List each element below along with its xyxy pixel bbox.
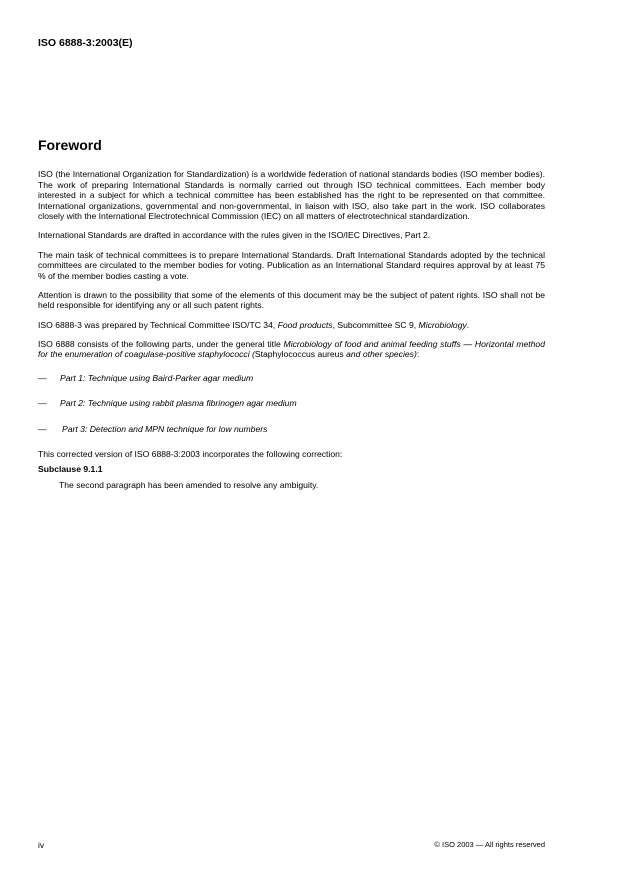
part-title: Part 2: Technique using rabbit plasma fibrinogen agar medium — [60, 398, 297, 409]
page-number: iv — [38, 840, 45, 850]
general-title-end: and other species) — [343, 349, 417, 360]
paragraph-patents: Attention is drawn to the possibility that some of the elements of this document may be the subject of patent rights. ISO shall not be held responsible for identifying any or all such patent rights. — [38, 289, 545, 311]
document-id: ISO 6888-3:2003(E) — [38, 37, 133, 49]
part-title: Part 1: Technique using Baird-Parker agar medium — [60, 373, 254, 384]
paragraph-committees: The main task of technical committees is to prepare International Standards. Draft International Standards adopted by the technical committees are circulated to the member bodies for voting. Publication as an International Standard requires approval by at least 75 % of the member bodies casting a vote. — [38, 249, 545, 281]
list-item — [38, 424, 545, 435]
list-item — [38, 373, 545, 384]
correction-note: The second paragraph has been amended to resolve any ambiguity. — [59, 480, 319, 491]
page-title: Foreword — [38, 137, 102, 153]
paragraph-iso-intro: ISO (the International Organization for Standardization) is a worldwide federation of national standards bodies (ISO member bodies). The work of preparing International Standards is normally carried out through ISO technical committees. Each member body interested in a subject for which a technical committee has been established has the right to be represented on that committee. International organizations, governmental and non-governmental, in liaison with ISO, also take part in the work. ISO collaborates closely with the International Electrotechnical Commission (IEC) on all matters of electrotechnical standardization. — [38, 169, 545, 222]
dash-bullet: — — [38, 398, 47, 409]
paragraph-prepared-by — [38, 320, 545, 331]
general-title: Microbiology of food and animal feeding stuffs — Horizontal method for the enumeration of coagulase-positive staphylococci ( — [38, 338, 545, 360]
paragraph-directives: International Standards are drafted in accordance with the rules given in the ISO/IEC Directives, Part 2. — [38, 230, 431, 241]
text-run: : — [416, 349, 420, 360]
dash-bullet: — — [38, 373, 47, 384]
text-run: . — [466, 319, 470, 330]
text-run: ISO 6888-3 was prepared by Technical Committee ISO/TC 34, — [38, 319, 278, 330]
dash-bullet: — — [38, 423, 47, 434]
copyright-notice: © ISO 2003 — All rights reserved — [434, 840, 545, 849]
foreword-body — [38, 169, 545, 491]
list-item — [38, 398, 545, 409]
text-run: ISO 6888 consists of the following parts, under the general title — [38, 338, 284, 349]
subclause-heading: Subclause 9.1.1 — [38, 463, 103, 474]
committee-name: Food products — [277, 319, 333, 330]
part-title: Part 3: Detection and MPN technique for low numbers — [62, 423, 268, 434]
paragraph-correction-intro: This corrected version of ISO 6888-3:2003 incorporates the following correction: — [38, 448, 343, 459]
text-run: , Subcommittee SC 9, — [332, 319, 419, 330]
subcommittee-name: Microbiology — [418, 319, 467, 330]
species-name: Staphylococcus aureus — [254, 349, 344, 360]
paragraph-parts — [38, 339, 545, 360]
